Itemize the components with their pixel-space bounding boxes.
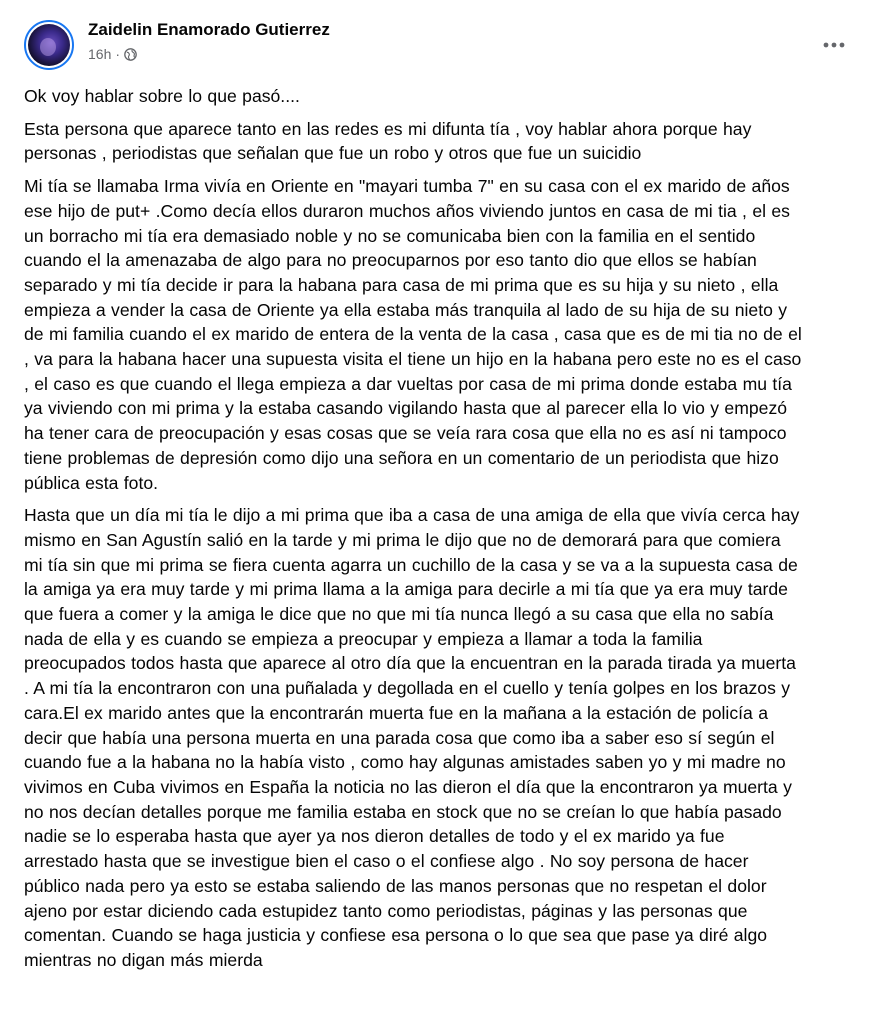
more-horizontal-icon: [823, 35, 845, 53]
meta-separator: ·: [115, 46, 121, 62]
author-name[interactable]: Zaidelin Enamorado Gutierrez: [88, 20, 330, 39]
post-paragraph: Ok voy hablar sobre lo que pasó....: [24, 86, 300, 106]
post-paragraph: Esta persona que aparece tanto en las redes es mi difunta tía , voy hablar ahora porque hay personas , periodistas que señalan que fue un robo y otros que fue un suicidio: [24, 118, 752, 164]
post-header: [24, 16, 862, 72]
post-paragraph: Hasta que un día mi tía le dijo a mi prima que iba a casa de una amiga de ella que vivía cerca hay mismo en San Agustín salió en la tarde y mi prima le dijo que no de demorará para que comiera mi tía sin que mi prima se fiera cuenta agarra un cuchillo de la casa y se va a la supuesta casa de la amiga ya era muy tarde y mi prima llama a la amiga para decirle a mi tía que ya era muy tarde que fuera a comer y la amiga le dice que no que mi tía nunca llegó a su casa que ella no sabía nada de ella y es cuando se empieza a preocupar y empieza a llamar a toda la familia preocupados todos hasta que aparece al otro día que la encuentran en la parada tirada ya muerta . A mi tía la encontraron con una puñalada y degollada en el cuello y tenía golpes en los brazos y cara.El ex marido antes que la encontrarán muerta fue en la mañana a la estación de policía a decir que había una persona muerta en una parada cosa que como iba a saber eso sí según el cuando fue a la habana no la había visto , como hay algunas amistades saben yo y mi madre no vivimos en Cuba vivimos en España la noticia no las dieron el día que la encontraron ya muerta y no nos decían detalles porque me familia estaba en stock que no se creían lo que había pasado nadie se lo esperaba hasta que ayer ya nos dieron detalles de todo y el ex marido ya fue arrestado hasta que se investigue bien el caso o el confiese algo . No soy persona de hacer público nada pero ya esto se estaba saliendo de las manos personas que no respetan el dolor ajeno por estar diciendo cada estupidez tanto como periodistas, páginas y las personas que comentan. Cuando se haga justicia y confiese esa persona o lo que sea que pase ya diré algo mientras no digan más mierda: [24, 505, 800, 970]
more-options-button[interactable]: [814, 30, 854, 58]
post-text: [24, 84, 864, 981]
post-timestamp[interactable]: 16h: [88, 46, 112, 62]
globe-icon[interactable]: [124, 48, 137, 61]
post-paragraph: Mi tía se llamaba Irma vivía en Oriente en "mayari tumba 7" en su casa con el ex marido de años ese hijo de put+ .Como decía ellos duraron muchos años viviendo juntos en casa de mi tia , el es un borracho mi tía era demasiado noble y no se comunicaba bien con la familia en el sentido cuando el la amenazaba de algo para no preocuparnos por eso tanto dio que ellos se habían separado y mi tía decide ir para la habana para casa de mi prima que es su hija y su nieto , ella empieza a vender la casa de Oriente ya ella estaba más tranquila al lado de su hija de su nieto y de mi familia cuando el ex marido de entera de la venta de la casa , casa que es de mi tia no de el , va para la habana hacer una supuesta visita el tiene un hijo en la habana pero este no es el caso , el caso es que cuando el llega empieza a dar vueltas por casa de mi prima donde estaba mu tía ya viviendo con mi prima y la estaba casando vigilando hasta que al parecer ella lo vio y empezó ha tener cara de preocupación y esas cosas que se veía rara cosa que ella no es así ni tampoco tiene problemas de depresión como dijo una señora en un comentario de un periodista que hizo pública esta foto.: [24, 176, 802, 493]
post-meta: [88, 46, 137, 62]
avatar[interactable]: [24, 20, 74, 70]
avatar-image: [28, 24, 70, 66]
